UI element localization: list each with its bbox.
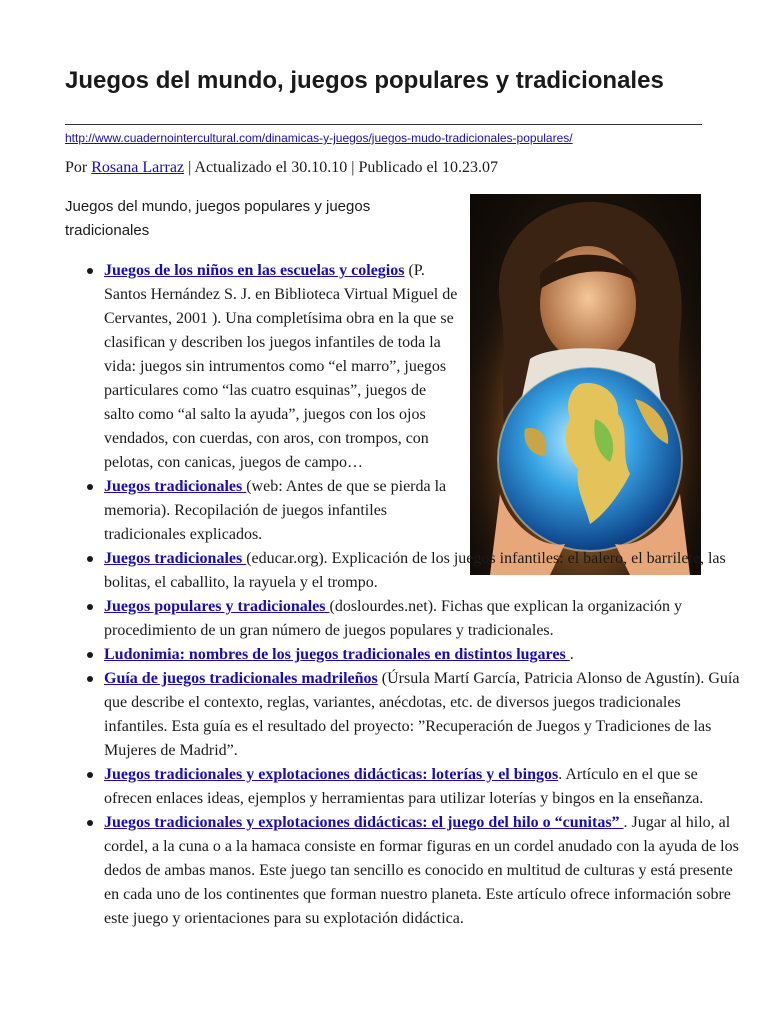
list-item-link[interactable]: Juegos tradicionales y explotaciones didácticas: el juego del hilo o “cunitas” bbox=[104, 814, 624, 831]
list-item-text: (web: Antes de que se pierda la memoria). Recopilación de juegos infantiles tradicionales explicados. bbox=[104, 478, 447, 543]
title-divider bbox=[65, 124, 702, 125]
list-item-text: . Artículo en el que se ofrecen enlaces ideas, ejemplos y herramientas para utilizar loterías y bingos en la enseñanza. bbox=[104, 766, 704, 807]
intro-heading: Juegos del mundo, juegos populares y juegos tradicionales bbox=[65, 198, 371, 239]
list-item-link[interactable]: Ludonimia: nombres de los juegos tradicionales en distintos lugares bbox=[104, 646, 570, 663]
list-item bbox=[104, 547, 744, 595]
page-title: Juegos del mundo, juegos populares y tradicionales bbox=[65, 67, 664, 94]
list-item-link[interactable]: Guía de juegos tradicionales madrileños bbox=[104, 670, 378, 687]
list-item-text: (Úrsula Martí García, Patricia Alonso de Agustín). Guía que describe el contexto, reglas, variantes, anécdotas, etc. de diversos juegos tradicionales infantiles. Esta guía es el resultado del proyecto: ”Recuperación de Juegos y Tradiciones de las Mujeres de Madrid”. bbox=[104, 670, 740, 759]
byline bbox=[65, 157, 498, 179]
games-link-list bbox=[65, 259, 744, 931]
list-item bbox=[104, 763, 744, 811]
list-item bbox=[104, 475, 459, 547]
source-url-link[interactable]: http://www.cuadernointercultural.com/dinamicas-y-juegos/juegos-mudo-tradicionales-populares/ bbox=[65, 131, 573, 145]
list-item-text: (educar.org). Explicación de los juegos infantiles: el balero, el barrilete, las bolitas, el caballito, la rayuela y el trompo. bbox=[104, 550, 726, 591]
list-item-link[interactable]: Juegos tradicionales y explotaciones didácticas: loterías y el bingos bbox=[104, 766, 559, 783]
list-item bbox=[104, 667, 744, 763]
list-item bbox=[104, 811, 744, 931]
list-item-link[interactable]: Juegos populares y tradicionales bbox=[104, 598, 330, 615]
list-item-text: (doslourdes.net). Fichas que explican la organización y procedimiento de un gran número de juegos populares y tradicionales. bbox=[104, 598, 682, 639]
list-item bbox=[104, 259, 459, 475]
list-item-text: . Jugar al hilo, al cordel, a la cuna o a la hamaca consiste en formar figuras en un cordel anudado con la ayuda de los dedos de ambas manos. Este juego tan sencillo es conocido en multitud de culturas y está presente en cada uno de los continentes que forman nuestro planeta. Este artículo ofrece información sobre este juego y orientaciones para su explotación didáctica. bbox=[104, 814, 739, 927]
list-item-link[interactable]: Juegos tradicionales bbox=[104, 478, 247, 495]
list-item-link[interactable]: Juegos tradicionales bbox=[104, 550, 247, 567]
author-link[interactable]: Rosana Larraz bbox=[91, 159, 185, 176]
list-item bbox=[104, 643, 744, 667]
list-item bbox=[104, 595, 744, 643]
list-item-text: . bbox=[569, 646, 574, 663]
byline-prefix: Por bbox=[65, 159, 92, 176]
list-item-link[interactable]: Juegos de los niños en las escuelas y colegios bbox=[104, 262, 405, 279]
list-item-text: (P. Santos Hernández S. J. en Biblioteca Virtual Miguel de Cervantes, 2001 ). Una completísima obra en la que se clasifican y describen los juegos infantiles de toda la vida: juegos sin intrumentos como “el marro”, juegos particulares como “las cuatro esquinas”, juegos de salto como “al salto la ayuda”, juegos con los ojos vendados, con cuerdas, con aros, con trompos, con pelotas, con canicas, juegos de campo… bbox=[104, 262, 458, 471]
byline-meta: | Actualizado el 30.10.10 | Publicado el 10.23.07 bbox=[184, 159, 498, 176]
